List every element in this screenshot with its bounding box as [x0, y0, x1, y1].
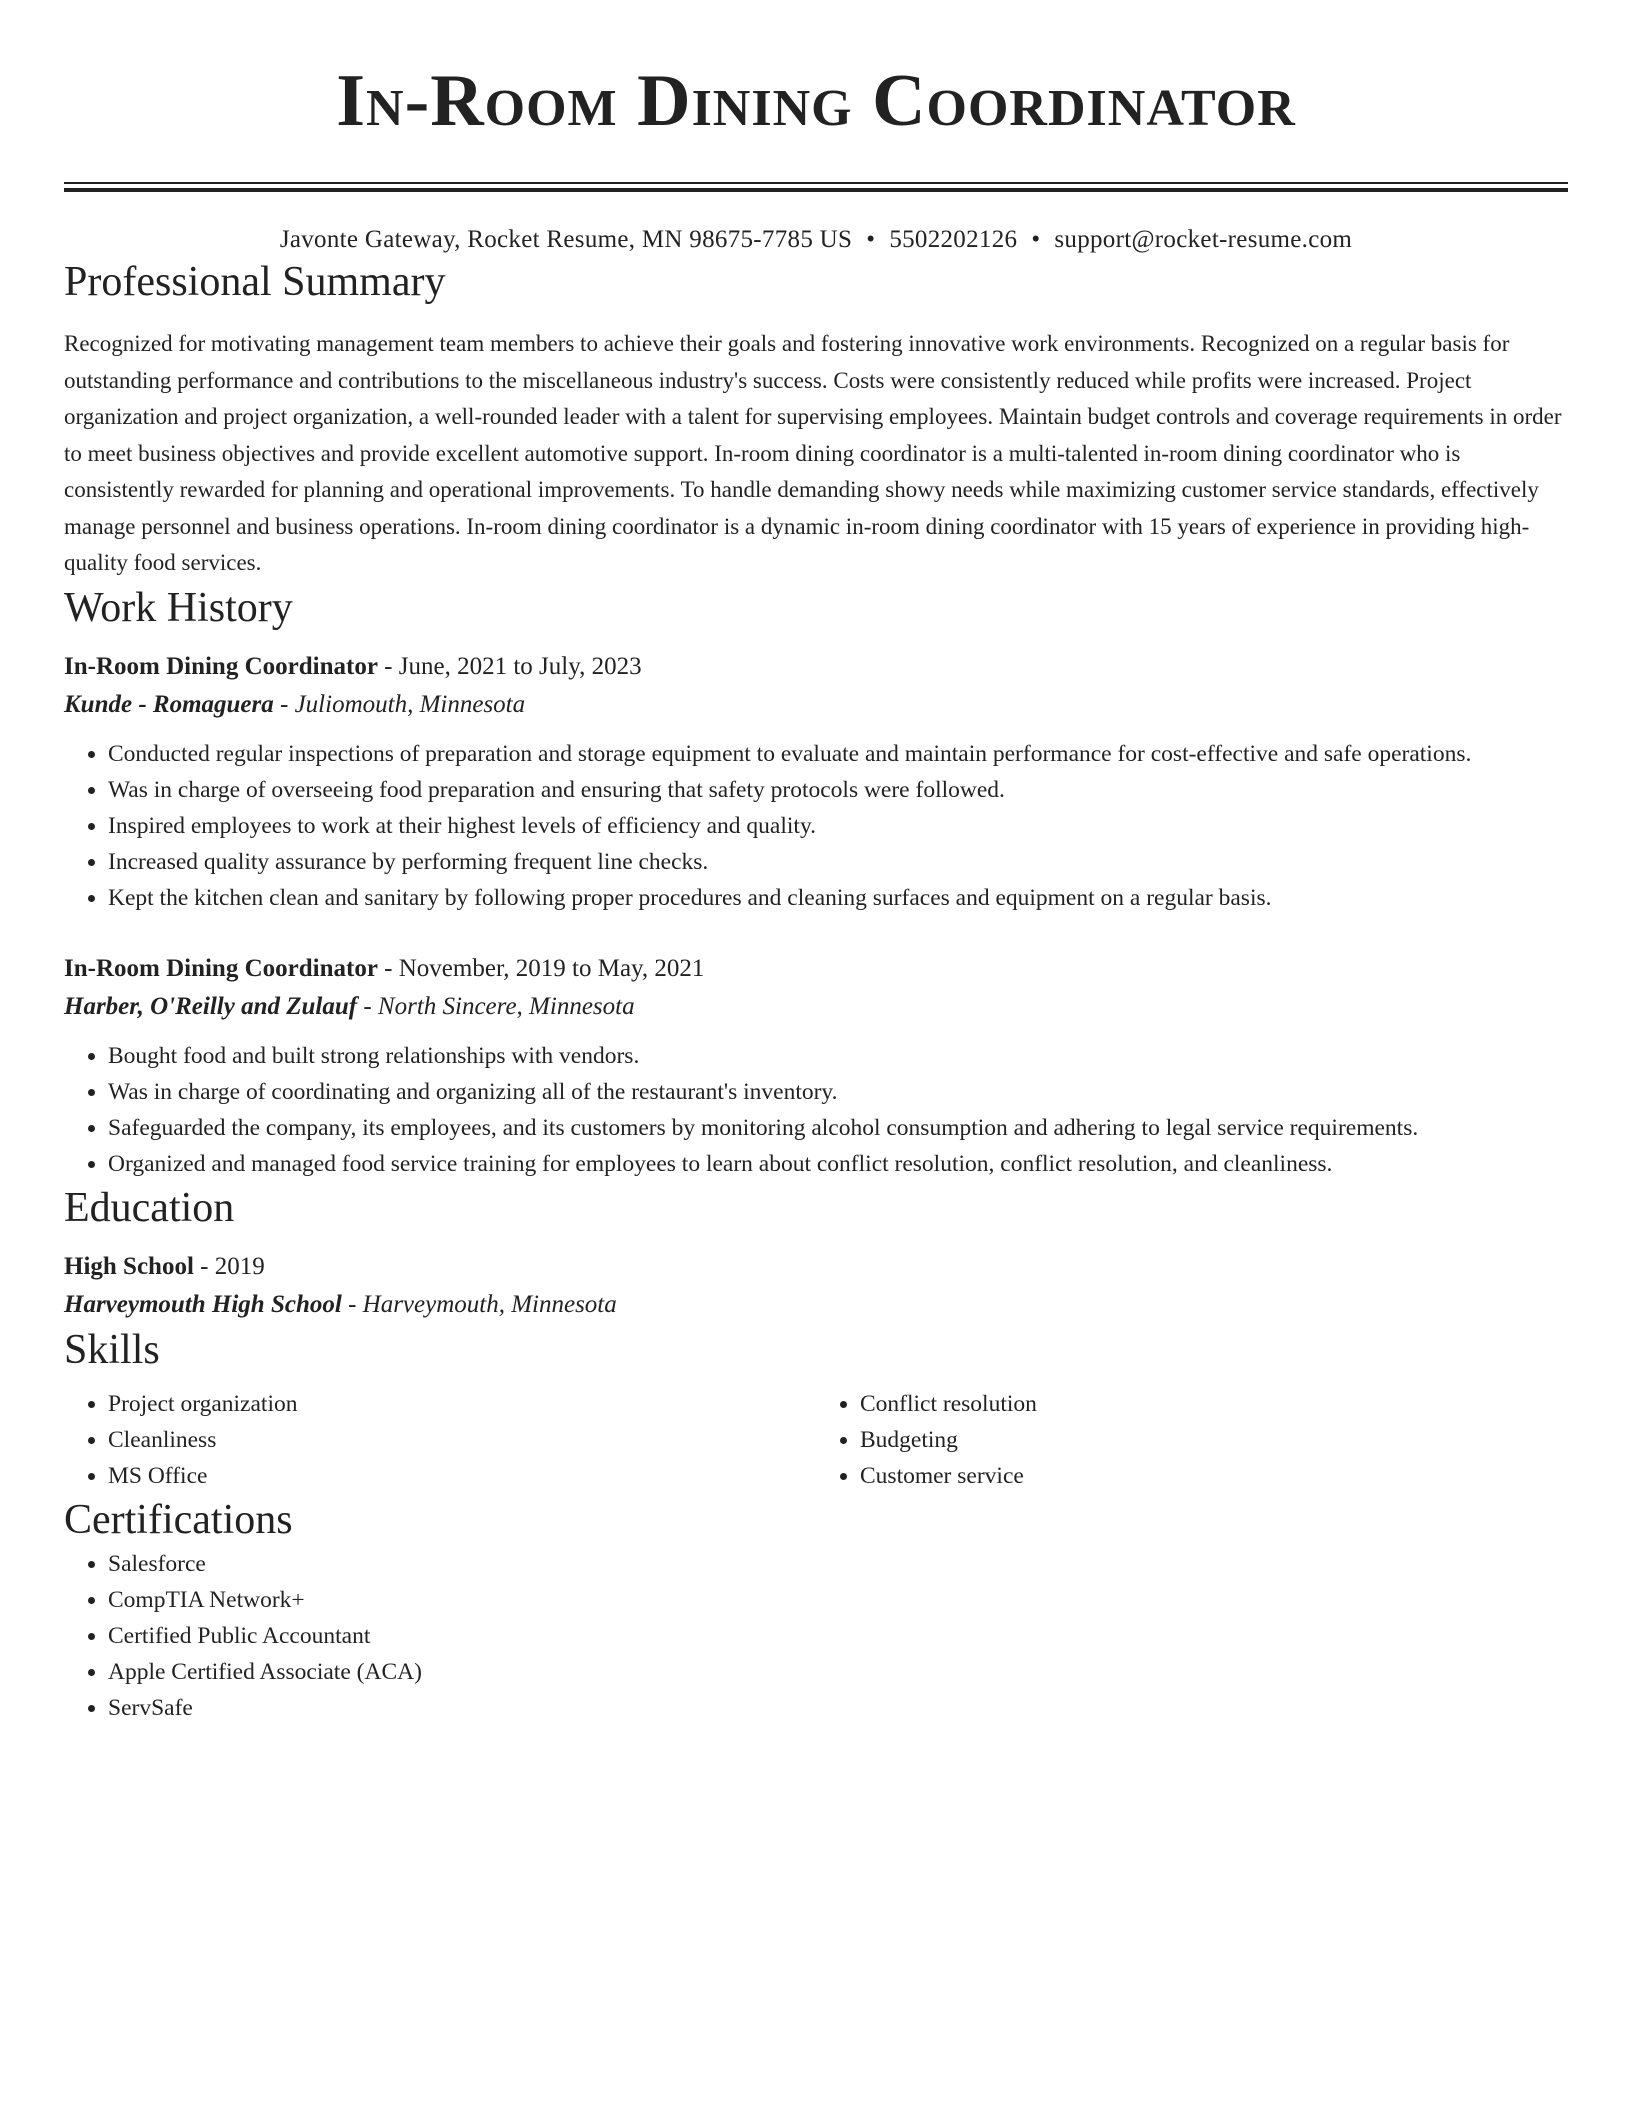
list-item: • Conflict resolution [860, 1386, 1568, 1422]
education-header [64, 1248, 1568, 1286]
candidate-name: In-Room Dining Coordinator [336, 60, 1296, 142]
work-history-heading: Work History [64, 584, 293, 631]
job-role: In-Room Dining Coordinator [64, 954, 378, 982]
contact-separator: • [1031, 226, 1041, 253]
list-item: • Increased quality assurance by performing frequent line checks. [108, 844, 1568, 880]
list-item: • Cleanliness [108, 1422, 816, 1458]
job-company: Kunde - Romaguera [64, 690, 274, 718]
job-dates: - June, 2021 to July, 2023 [377, 652, 642, 680]
list-item: • Project organization [108, 1386, 816, 1422]
job-company: Harber, O'Reilly and Zulauf [64, 992, 358, 1020]
job-duties [64, 1038, 1568, 1182]
list-item: • Conducted regular inspections of preparation and storage equipment to evaluate and maintain performance for cost-effective and safe operations. [108, 736, 1568, 772]
job-header [64, 648, 1568, 686]
job-company-line [64, 686, 1568, 724]
job-entry [64, 950, 1568, 1182]
summary-text: Recognized for motivating management team members to achieve their goals and fostering innovative work environments. Recognized on a regular basis for outstanding performance and contributions to the miscellaneous industry's success. Costs were consistently reduced while profits were increased. Project organization and project organization, a well-rounded leader with a talent for supervising employees. Maintain budget controls and coverage requirements in order to meet business objectives and provide excellent automotive support. In-room dining coordinator is a multi-talented in-room dining coordinator who is consistently rewarded for planning and operational improvements. To handle demanding showy needs while maximizing customer service standards, effectively manage personnel and business operations. In-room dining coordinator is a dynamic in-room dining coordinator with 15 years of experience in providing high-quality food services. [64, 331, 1562, 575]
summary-heading: Professional Summary [64, 259, 446, 305]
list-item: • CompTIA Network+ [108, 1582, 1568, 1618]
education-heading: Education [64, 1184, 235, 1231]
contact-line [64, 224, 1568, 256]
certifications-list [64, 1546, 1568, 1726]
list-item: • Organized and managed food service training for employees to learn about conflict resolution, conflict resolution, and cleanliness. [108, 1146, 1568, 1182]
list-item: • Salesforce [108, 1546, 1568, 1582]
skills-list [64, 1386, 1568, 1494]
skills-column-left [64, 1386, 816, 1494]
header-divider [64, 182, 1568, 192]
list-item: • Bought food and built strong relationships with vendors. [108, 1038, 1568, 1074]
list-item: • Was in charge of overseeing food preparation and ensuring that safety protocols were followed. [108, 772, 1568, 808]
skills-column-right [816, 1386, 1568, 1494]
list-item: • Certified Public Accountant [108, 1618, 1568, 1654]
list-item: • MS Office [108, 1458, 816, 1494]
job-company-line [64, 988, 1568, 1026]
list-item: • Kept the kitchen clean and sanitary by following proper procedures and cleaning surfaces and equipment on a regular basis. [108, 880, 1568, 916]
list-item: • Budgeting [860, 1422, 1568, 1458]
job-header [64, 950, 1568, 988]
job-entry [64, 648, 1568, 916]
contact-separator: • [866, 226, 876, 253]
job-duties [64, 736, 1568, 916]
contact-phone: 5502202126 [889, 226, 1018, 253]
job-dates: - November, 2019 to May, 2021 [377, 954, 705, 982]
job-location: - Juliomouth, Minnesota [273, 690, 526, 718]
education-location: - Harveymouth, Minnesota [341, 1290, 617, 1318]
education-school: Harveymouth High School [64, 1290, 342, 1318]
list-item: • Was in charge of coordinating and organizing all of the restaurant's inventory. [108, 1074, 1568, 1110]
list-item: • Inspired employees to work at their highest levels of efficiency and quality. [108, 808, 1568, 844]
skills-heading: Skills [64, 1326, 160, 1373]
list-item: • Customer service [860, 1458, 1568, 1494]
job-location: - North Sincere, Minnesota [357, 992, 635, 1020]
education-school-line [64, 1286, 1568, 1324]
education-year: - 2019 [193, 1252, 265, 1280]
education-entry [64, 1248, 1568, 1324]
job-role: In-Room Dining Coordinator [64, 652, 378, 680]
contact-email: support@rocket-resume.com [1054, 226, 1353, 253]
list-item: • Apple Certified Associate (ACA) [108, 1654, 1568, 1690]
list-item: • Safeguarded the company, its employees, and its customers by monitoring alcohol consumption and adhering to legal service requirements. [108, 1110, 1568, 1146]
certifications-heading: Certifications [64, 1496, 293, 1543]
contact-address: Javonte Gateway, Rocket Resume, MN 98675-7785 US [279, 226, 853, 253]
list-item: • ServSafe [108, 1690, 1568, 1726]
education-degree: High School [64, 1252, 194, 1280]
